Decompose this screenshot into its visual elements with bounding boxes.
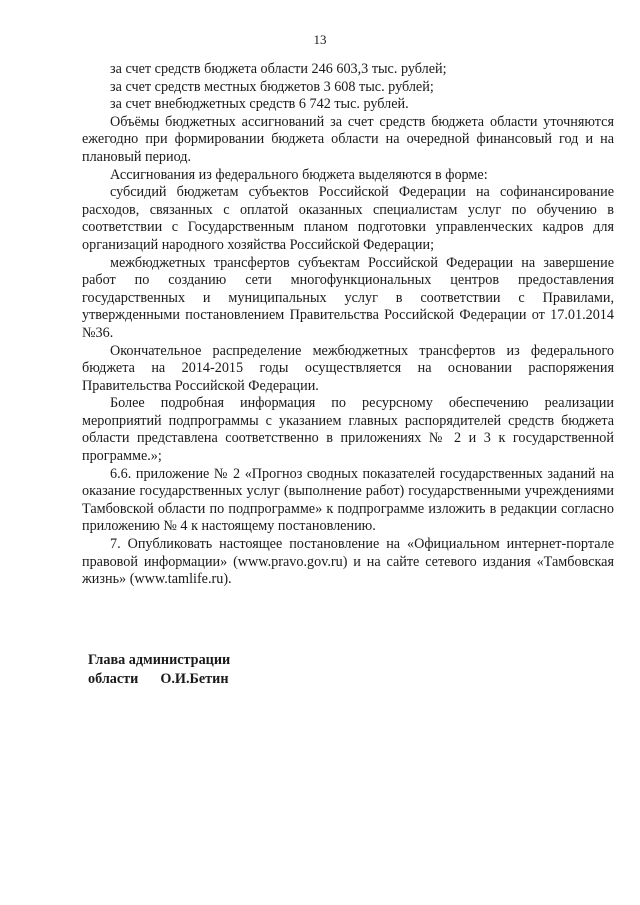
paragraph: субсидий бюджетам субъектов Российской Федерации на софинансирование расходов, связанных с оплатой оказанных специалистам услуг по обучению в соответствии с Государственным планом подготовки управленческих кадров для организаций народного хозяйства Российской Федерации;: [82, 184, 614, 253]
document-body: [82, 61, 614, 589]
paragraph: Объёмы бюджетных ассигнований за счет средств бюджета области уточняются ежегодно при формировании бюджета области на очередной финансовый год и на плановый период.: [82, 113, 614, 165]
signature-title-line2-row: [88, 670, 230, 689]
paragraph: Ассигнования из федерального бюджета выделяются в форме:: [110, 166, 488, 183]
paragraph: за счет средств бюджета области 246 603,3 тыс. рублей;: [110, 61, 447, 77]
signature-name: О.И.Бетин: [160, 670, 229, 687]
paragraph: 7. Опубликовать настоящее постановление на «Официальном интернет-портале правовой информации» (www.pravo.gov.ru) и на сайте сетевого издания «Тамбовская жизнь» (www.tamlife.ru).: [82, 536, 614, 588]
paragraph: Более подробная информация по ресурсному обеспечению реализации мероприятий подпрограммы с указанием главных распорядителей средств бюджета области представлена соответственно в приложениях № 2 и 3 к государственной программе.»;: [82, 395, 614, 465]
paragraph: Окончательное распределение межбюджетных трансфертов из федерального бюджета на 2014-2015 годы осуществляется на основании распоряжения Правительства Российской Федерации.: [82, 342, 614, 394]
paragraph: за счет внебюджетных средств 6 742 тыс. рублей.: [110, 96, 409, 113]
signature-block: [88, 651, 230, 688]
paragraph: 6.6. приложение № 2 «Прогноз сводных показателей государственных заданий на оказание государственных услуг (выполнение работ) государственными учреждениями Тамбовской области по подпрограмме» к подпрограмме изложить в редакции согласно приложению № 4 к настоящему постановлению.: [82, 465, 614, 535]
page-number: 13: [313, 32, 327, 47]
signature-title-line1: Глава администрации: [88, 652, 231, 668]
signature-title-line2: области: [88, 670, 139, 687]
paragraph: межбюджетных трансфертов субъектам Российской Федерации на завершение работ по созданию сети многофункциональных центров предоставления государственных и муниципальных услуг в соответствии с Правилами, утвержденными постановлением Правительства Российской Федерации от 17.01.2014 №36.: [82, 254, 614, 341]
paragraph: за счет средств местных бюджетов 3 608 тыс. рублей;: [110, 78, 434, 95]
